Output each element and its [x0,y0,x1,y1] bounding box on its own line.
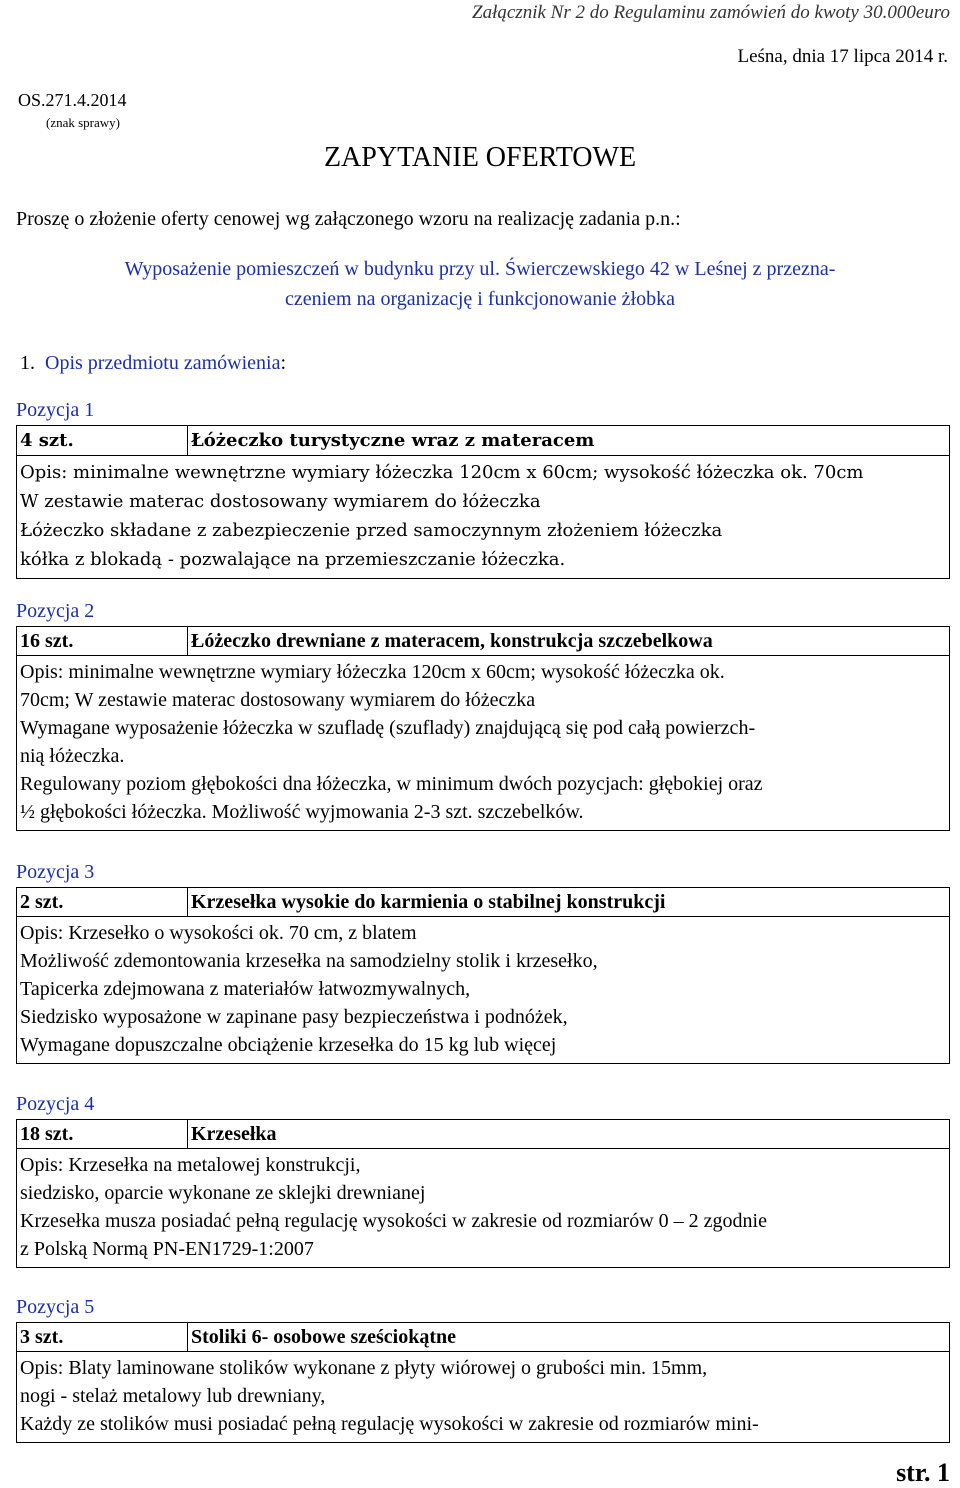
position-table [16,1119,950,1268]
position-name: Łóżeczko drewniane z materacem, konstrukcja szczebelkowa [188,627,950,656]
position-name: Krzesełka wysokie do karmienia o stabilnej konstrukcji [188,888,950,917]
description-line: 70cm; W zestawie materac dostosowany wymiarem do łóżeczka [20,689,536,711]
position-title: Pozycja 2 [16,600,95,622]
position-table [16,425,950,579]
description-line: Opis: Krzesełko o wysokości ok. 70 cm, z blatem [20,922,417,944]
position-quantity: 2 szt. [17,888,188,917]
position-1 [16,395,950,579]
subject-line: czeniem na organizację i funkcjonowanie żłobka [284,288,675,310]
description-line: ½ głębokości łóżeczka. Możliwość wyjmowania 2-3 szt. szczebelków. [20,801,584,823]
position-name: Krzesełka [188,1120,950,1149]
position-quantity: 4 szt. [17,426,188,456]
position-quantity: 16 szt. [17,627,188,656]
description-line: z Polską Normą PN-EN1729-1:2007 [20,1238,314,1260]
position-description [17,1352,950,1443]
description-line: Opis: Blaty laminowane stolików wykonane z płyty wiórowej o grubości min. 15mm, [20,1357,708,1379]
page-number: str. 1 [896,1458,950,1487]
position-title: Pozycja 4 [16,1093,95,1115]
position-title: Pozycja 1 [16,399,95,421]
subject-text [0,254,960,314]
place-date: Leśna, dnia 17 lipca 2014 r. [737,46,948,67]
position-table [16,887,950,1064]
case-number: OS.271.4.2014 [18,90,127,110]
description-line: Krzesełka musza posiadać pełną regulację wysokości w zakresie od rozmiarów 0 – 2 zgodnie [20,1210,767,1232]
description-line: kółka z blokadą - pozwalające na przemieszczanie łóżeczka. [20,549,566,570]
position-name: Stoliki 6- osobowe sześciokątne [188,1323,950,1352]
description-line: nogi - stelaż metalowy lub drewniany, [20,1385,326,1407]
description-line: Opis: minimalne wewnętrzne wymiary łóżeczka 120cm x 60cm; wysokość łóżeczka ok. [20,661,725,683]
description-line: Opis: minimalne wewnętrzne wymiary łóżeczka 120cm x 60cm; wysokość łóżeczka ok. 70cm [20,462,864,483]
position-table [16,626,950,831]
position-3 [16,857,950,1064]
section-heading [20,352,286,375]
description-line: Wymagane dopuszczalne obciążenie krzesełka do 15 kg lub więcej [20,1034,557,1056]
description-line: siedzisko, oparcie wykonane ze sklejki drewnianej [20,1182,426,1204]
document-title: ZAPYTANIE OFERTOWE [323,142,637,173]
case-number-label: (znak sprawy) [46,115,120,130]
position-description [17,656,950,831]
request-text: Proszę o złożenie oferty cenowej wg załączonego wzoru na realizację zadania p.n.: [16,208,681,230]
attachment-note: Załącznik Nr 2 do Regulaminu zamówień do kwoty 30.000euro [472,2,950,23]
section-number: 1. [20,352,35,374]
description-line: nią łóżeczka. [20,745,125,767]
position-5 [16,1292,950,1443]
description-line: Siedzisko wyposażone w zapinane pasy bezpieczeństwa i podnóżek, [20,1006,568,1028]
position-table [16,1322,950,1443]
position-description [17,1149,950,1268]
position-title: Pozycja 5 [16,1296,95,1318]
description-line: Możliwość zdemontowania krzesełka na samodzielny stolik i krzesełko, [20,950,598,972]
position-4 [16,1089,950,1268]
description-line: Opis: Krzesełka na metalowej konstrukcji, [20,1154,361,1176]
position-2 [16,596,950,831]
description-line: Łóżeczko składane z zabezpieczenie przed samoczynnym złożeniem łóżeczka [20,520,723,541]
position-quantity: 18 szt. [17,1120,188,1149]
description-line: Regulowany poziom głębokości dna łóżeczka, w minimum dwóch pozycjach: głębokiej oraz [20,773,763,795]
position-quantity: 3 szt. [17,1323,188,1352]
position-name: Łóżeczko turystyczne wraz z materacem [188,426,950,456]
description-line: Każdy ze stolików musi posiadać pełną regulację wysokości w zakresie od rozmiarów mini- [20,1413,759,1435]
description-line: W zestawie materac dostosowany wymiarem do łóżeczka [20,491,541,512]
description-line: Tapicerka zdejmowana z materiałów łatwozmywalnych, [20,978,471,1000]
position-description [17,456,950,579]
section-suffix: : [280,352,287,374]
position-title: Pozycja 3 [16,861,95,883]
section-label: Opis przedmiotu zamówienia [45,352,281,374]
position-description [17,917,950,1064]
subject-line: Wyposażenie pomieszczeń w budynku przy ul. Świerczewskiego 42 w Leśnej z przezna- [124,258,836,280]
description-line: Wymagane wyposażenie łóżeczka w szufladę (szuflady) znajdującą się pod całą powierzch- [20,717,756,739]
